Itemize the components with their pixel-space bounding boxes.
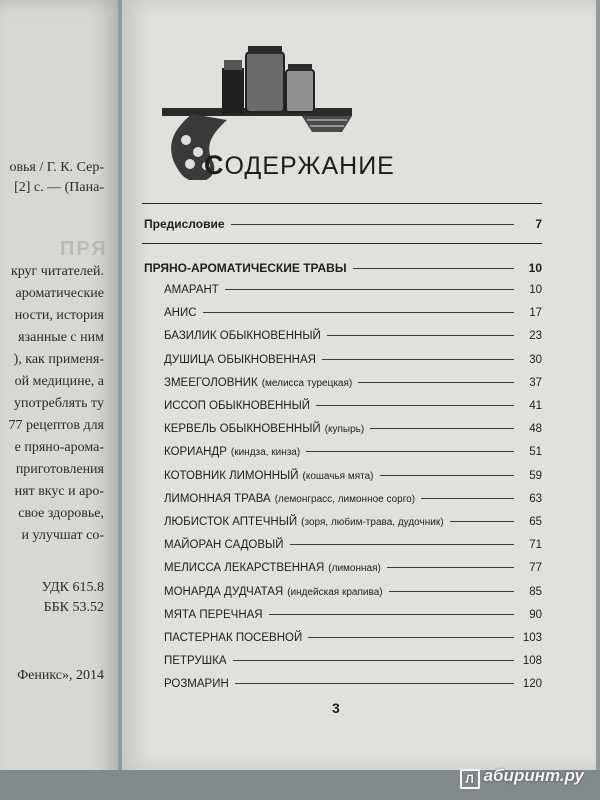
toc-entry-page: 63 xyxy=(529,492,542,505)
toc-entry-label: МЯТА ПЕРЕЧНАЯ xyxy=(164,608,263,621)
toc-entry-label: ЗМЕЕГОЛОВНИК xyxy=(164,376,258,389)
toc-entry-page: 30 xyxy=(529,353,542,366)
left-page xyxy=(0,0,118,800)
toc-title-rest: ОДЕРЖАНИЕ xyxy=(224,152,395,180)
toc-entry-page: 77 xyxy=(529,562,542,575)
left-page-line: ), как применя- xyxy=(13,352,104,367)
toc-entry-page: 23 xyxy=(529,330,542,343)
toc-entry-page: 10 xyxy=(528,261,542,275)
toc-entry-label: МЕЛИССА ЛЕКАРСТВЕННАЯ xyxy=(164,562,325,575)
toc-leader-line xyxy=(358,382,514,383)
toc-entry-page: 71 xyxy=(529,539,542,552)
toc-title xyxy=(204,150,395,181)
left-page-line: ности, история xyxy=(14,308,104,323)
toc-entry xyxy=(164,470,542,488)
toc-entry-page: 41 xyxy=(529,400,542,412)
toc-entry-label: ЛЮБИСТОК АПТЕЧНЫЙ xyxy=(164,516,298,528)
toc-entry-label: МАЙОРАН САДОВЫЙ xyxy=(164,539,284,552)
toc-entry-page: 51 xyxy=(529,446,542,459)
toc-entry xyxy=(164,632,542,650)
left-page-line: свое здоровье, xyxy=(18,506,104,521)
toc-entry xyxy=(164,330,542,348)
toc-entry-page: 108 xyxy=(522,655,542,668)
toc-entry-note: (купырь) xyxy=(324,424,365,436)
toc-entry-page: 120 xyxy=(522,678,542,691)
toc-entry xyxy=(164,562,542,580)
toc-entry-page: 59 xyxy=(529,469,542,482)
divider-rule xyxy=(142,243,542,244)
toc-entry-note: (индейская крапива) xyxy=(287,586,383,598)
toc-entry-label: АМАРАНТ xyxy=(164,284,219,296)
toc-leader-line xyxy=(235,683,514,684)
toc-leader-line xyxy=(421,498,514,499)
toc-entry xyxy=(164,609,542,627)
toc-title-initial: С xyxy=(204,150,225,180)
toc-leader-line xyxy=(327,335,514,336)
toc-entry-label: ПАСТЕРНАК ПОСЕВНОЙ xyxy=(164,632,303,644)
left-page-line: 77 рецептов для xyxy=(8,418,104,433)
toc-entry-label: РОЗМАРИН xyxy=(164,678,229,691)
toc-entry xyxy=(164,655,542,673)
toc-entry-label: ПЕТРУШКА xyxy=(164,655,227,668)
left-page-line: употреблять ту xyxy=(14,396,104,411)
left-page-bleed-through: ПРЯ xyxy=(60,238,108,260)
toc-leader-line xyxy=(290,544,515,545)
left-page-line: круг читателей. xyxy=(10,264,104,279)
toc-entry-label: КОТОВНИК ЛИМОННЫЙ xyxy=(164,469,299,482)
toc-entry-label: АНИС xyxy=(164,307,197,320)
toc-entry-note: (киндза, кинза) xyxy=(230,447,301,459)
udk-code: УДК 615.8 xyxy=(41,580,104,595)
toc-entry-page: 17 xyxy=(529,307,542,320)
divider-rule xyxy=(142,203,542,204)
bbk-code: ББК 53.52 xyxy=(43,600,104,615)
toc-leader-line xyxy=(203,312,514,313)
labirint-logo-icon: Л xyxy=(460,769,480,789)
toc-leader-line xyxy=(306,451,514,452)
toc-entry xyxy=(144,217,542,235)
toc-entry xyxy=(164,354,542,372)
toc-entry-page: 7 xyxy=(535,217,542,231)
toc-entry xyxy=(164,400,542,418)
left-page-line: ароматические xyxy=(15,286,104,301)
toc-entry xyxy=(164,284,542,302)
toc-leader-line xyxy=(225,289,514,290)
toc-leader-line xyxy=(450,521,514,522)
toc-entry-label: ДУШИЦА ОБЫКНОВЕННАЯ xyxy=(164,353,316,366)
toc-entry xyxy=(144,261,542,279)
toc-entry-label: БАЗИЛИК ОБЫКНОВЕННЫЙ xyxy=(164,330,321,343)
toc-entry-label: ИССОП ОБЫКНОВЕННЫЙ xyxy=(164,400,311,412)
toc-entry-page: 103 xyxy=(522,632,542,644)
page-number: 3 xyxy=(332,700,340,716)
left-page-line: язанные с ним xyxy=(18,330,104,345)
toc-entry xyxy=(164,539,542,557)
toc-entry xyxy=(164,307,542,325)
watermark-text: абиринт.ру xyxy=(483,766,584,785)
toc-entry-page: 85 xyxy=(529,585,542,598)
toc-entry-note: (зоря, любим-трава, дудочник) xyxy=(301,517,444,528)
toc-entry-page: 37 xyxy=(529,376,542,389)
toc-entry xyxy=(164,516,542,534)
toc-entry-label: Предисловие xyxy=(144,217,225,231)
toc-entry-label: КЕРВЕЛЬ ОБЫКНОВЕННЫЙ xyxy=(164,423,321,436)
toc-entry xyxy=(164,493,542,511)
toc-leader-line xyxy=(308,637,514,638)
toc-entry-label: ЛИМОННАЯ ТРАВА xyxy=(164,492,271,505)
toc-entry-note: (лимонная) xyxy=(328,563,381,575)
toc-leader-line xyxy=(353,268,514,269)
watermark-labirint xyxy=(460,766,584,789)
toc-entry-note: (кошачья мята) xyxy=(302,470,374,482)
toc-entry xyxy=(164,678,542,696)
toc-entry-label: КОРИАНДР xyxy=(164,446,227,459)
toc-entry-page: 10 xyxy=(529,284,542,296)
toc-entry-page: 48 xyxy=(529,423,542,436)
toc-entry xyxy=(164,423,542,441)
toc-entry-note: (лемонграсс, лимонное сорго) xyxy=(274,493,416,505)
toc-entry xyxy=(164,586,542,604)
toc-leader-line xyxy=(322,359,514,360)
left-page-line: приготовления xyxy=(15,462,104,477)
toc-leader-line xyxy=(387,567,514,568)
left-page-line: овья / Г. К. Сер- xyxy=(9,160,104,175)
left-page-line: е пряно-арома- xyxy=(14,440,104,455)
toc-entry-page: 65 xyxy=(529,516,542,528)
toc-leader-line xyxy=(269,614,514,615)
toc-entry-note: (мелисса турецкая) xyxy=(261,377,353,389)
left-page-line: нят вкус и аро- xyxy=(14,484,104,499)
toc-entry-page: 90 xyxy=(529,608,542,621)
toc-leader-line xyxy=(380,475,514,476)
toc-leader-line xyxy=(370,428,514,429)
copyright-line: Феникс», 2014 xyxy=(17,668,104,683)
toc-entry xyxy=(164,377,542,395)
toc-leader-line xyxy=(316,405,514,406)
toc-leader-line xyxy=(231,224,514,225)
toc-entry xyxy=(164,446,542,464)
toc-page xyxy=(122,0,596,770)
left-page-line: [2] с. — (Пана- xyxy=(14,180,104,195)
left-page-line: и улучшат со- xyxy=(21,528,104,543)
toc-entry-label: МОНАРДА ДУДЧАТАЯ xyxy=(164,585,284,598)
toc-entry-label: ПРЯНО-АРОМАТИЧЕСКИЕ ТРАВЫ xyxy=(144,261,347,275)
toc-leader-line xyxy=(233,660,514,661)
left-page-line: ой медицине, а xyxy=(14,374,104,389)
toc-leader-line xyxy=(389,591,514,592)
